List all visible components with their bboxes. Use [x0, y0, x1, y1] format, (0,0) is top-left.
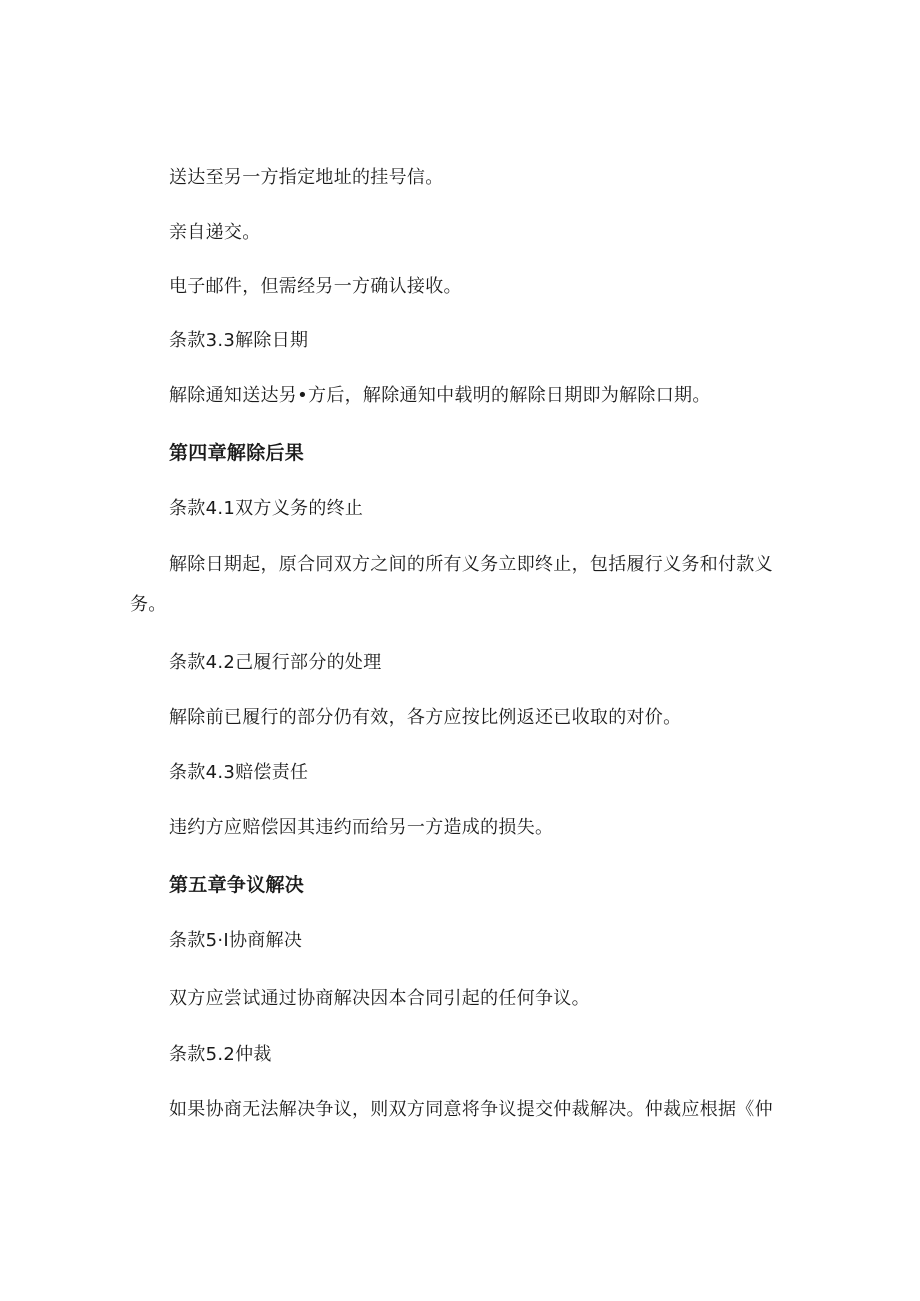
clause-4-1-title: 条款4.1双方义务的终止	[169, 498, 364, 519]
chapter-5-heading: 第五章争议解决	[169, 874, 305, 896]
clause-4-1-text: 解除日期起，原合同双方之间的所有义务立即终止，包括履行义务和付款义务。	[130, 554, 773, 615]
paragraph-personal-delivery: 亲自递交。	[169, 222, 261, 243]
clause-4-3-text: 违约方应赔偿因其违约而给另一方造成的损失。	[169, 817, 554, 838]
paragraph-email: 电子邮件，但需经另一方确认接收。	[169, 276, 462, 297]
clause-5-2-title: 条款5.2仲裁	[169, 1044, 272, 1065]
clause-3-3-text: 解除通知送达另•方后，解除通知中载明的解除日期即为解除口期。	[169, 385, 711, 406]
clause-5-1-text: 双方应尝试通过协商解决因本合同引起的任何争议。	[169, 988, 590, 1009]
clause-5-1-title: 条款5·I协商解决	[169, 930, 303, 951]
clause-4-3-title: 条款4.3赔偿责任	[169, 762, 309, 783]
clause-4-2-text: 解除前已履行的部分仍有效，各方应按比例返还已收取的对价。	[169, 707, 682, 728]
clause-3-3-title: 条款3.3解除日期	[169, 330, 309, 351]
paragraph-registered-mail: 送达至另一方指定地址的挂号信。	[169, 167, 444, 188]
clause-4-2-title: 条款4.2己履行部分的处理	[169, 652, 382, 673]
chapter-4-heading: 第四章解除后果	[169, 442, 305, 464]
clause-5-2-text: 如果协商无法解决争议，则双方同意将争议提交仲裁解决。仲裁应根据《仲	[169, 1099, 773, 1120]
